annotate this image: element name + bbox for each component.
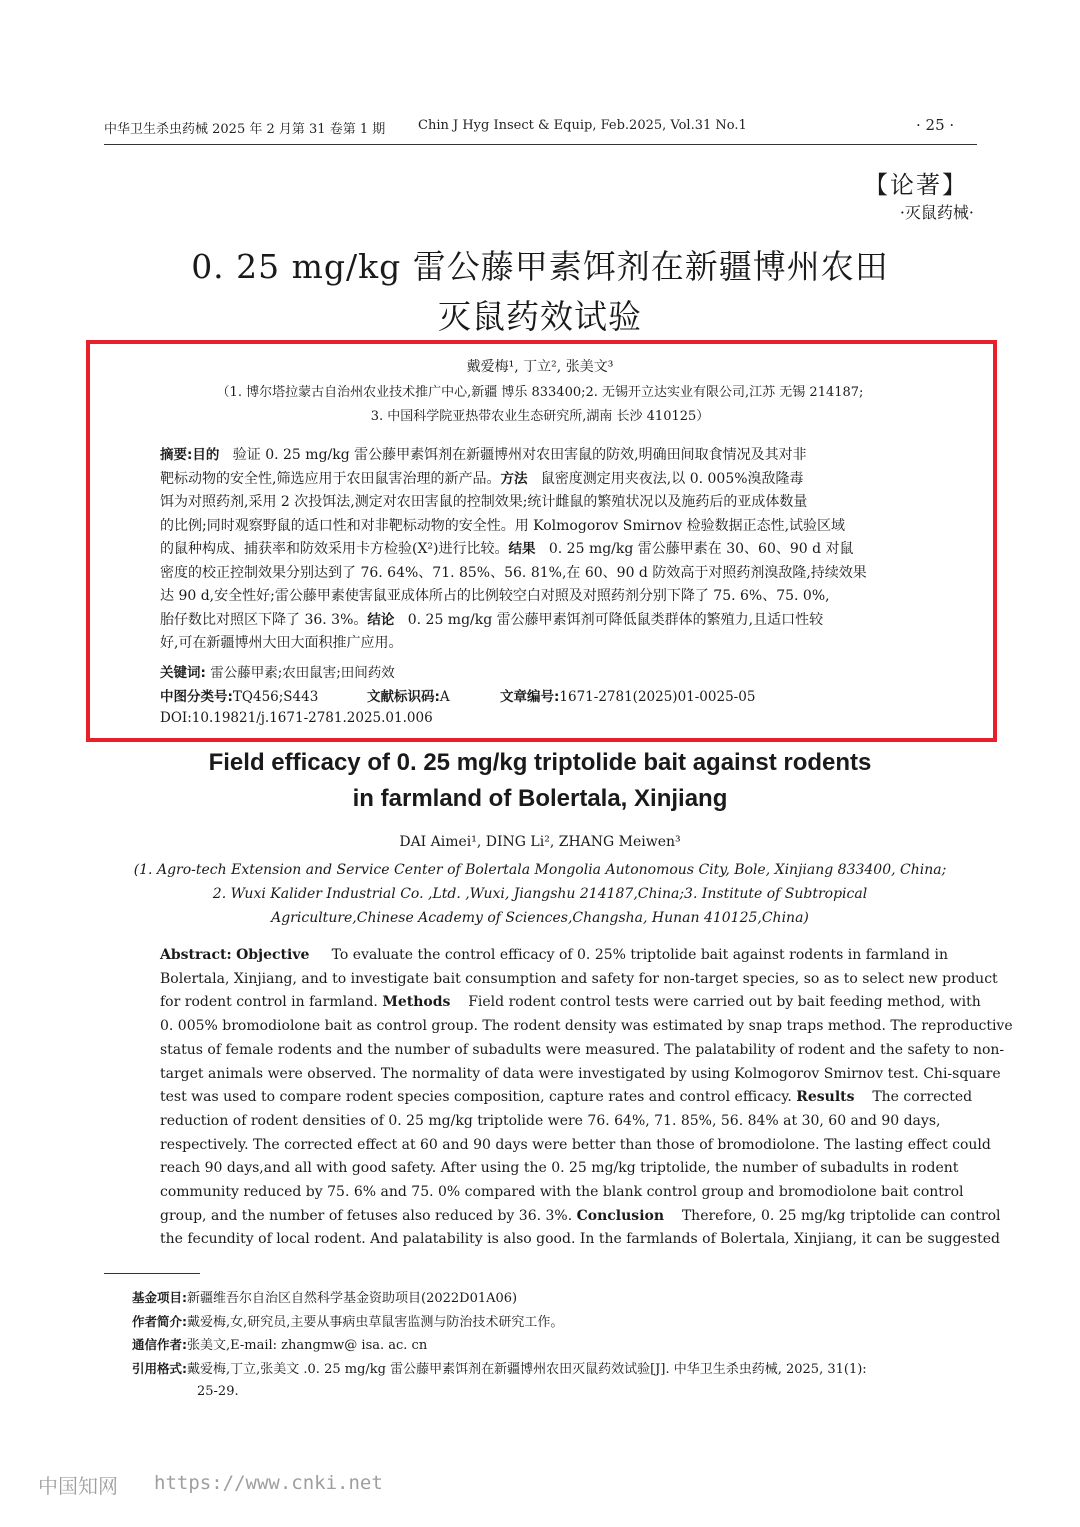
keywords-cn <box>160 661 395 681</box>
footnotes <box>132 1287 982 1404</box>
keywords-cn-value: 雷公藤甲素;农田鼠害;田间药效 <box>210 665 395 681</box>
conclusion-en-label: Conclusion <box>576 1207 665 1224</box>
title-cn-line-1: 0. 25 mg/kg 雷公藤甲素饵剂在新疆博州农田 <box>191 247 889 286</box>
abstract-en-text: Field rodent control tests were carried out by bait feeding method, with <box>468 994 981 1011</box>
article-number-value: 1671-2781(2025)01-0025-05 <box>559 689 756 705</box>
abstract-en-text: reduction of rodent densities of 0. 25 mg/kg triptolide were 76. 64%, 71. 85%, 56. 84% at 30, 60 and 90 days, <box>160 1112 941 1129</box>
article-number-label: 文章编号: <box>500 689 560 705</box>
abstract-cn-text: 0. 25 mg/kg 雷公藤甲素饵剂可降低鼠类群体的繁殖力,且适口性较 <box>407 611 824 628</box>
classification-line <box>160 685 318 705</box>
fund-value: 新疆维吾尔自治区自然科学基金资助项目(2022D01A06) <box>187 1291 518 1306</box>
abstract-en <box>160 944 1013 1252</box>
abstract-en-text: respectively. The corrected effect at 60 and 90 days were better than those of bromodiolone. The lasting effect could <box>160 1136 991 1153</box>
abstract-cn-label: 摘要: <box>160 447 193 463</box>
doc-code-value: A <box>439 689 450 705</box>
abstract-en-text: community reduced by 75. 6% and 75. 0% compared with the blank control group and bromodiolone bait control <box>160 1184 964 1201</box>
title-en-line-1: Field efficacy of 0. 25 mg/kg triptolide bait against rodents <box>208 749 872 776</box>
section-label: 【论著】 <box>864 171 968 199</box>
doi[interactable]: DOI:10.19821/j.1671-2781.2025.01.006 <box>160 710 433 726</box>
document-code <box>367 685 450 705</box>
citation-value-cont: 25-29. <box>197 1384 239 1399</box>
abstract-en-text: status of female rodents and the number of subadults were measured. The palatability of rodent and the safety to non- <box>160 1041 1005 1058</box>
abstract-cn-text: 饵为对照药剂,采用 2 次投饵法,测定对农田害鼠的控制效果;统计雌鼠的繁殖状况以及施药后的亚成体数量 <box>160 494 808 510</box>
abstract-cn <box>160 444 922 656</box>
title-en-line-2: in farmland of Bolertala, Xinjiang <box>352 785 728 812</box>
abstract-en-text: The corrected <box>872 1089 973 1106</box>
running-header-journal-en: Chin J Hyg Insect & Equip, Feb.2025, Vol.31 No.1 <box>418 118 747 133</box>
abstract-en-text: target animals were observed. The normality of data were investigated by using Kolmogorov Smirnov test. Chi-square <box>160 1065 1001 1082</box>
affiliation-en-line-3: Agriculture,Chinese Academy of Sciences,Changsha, Hunan 410125,China) <box>271 910 809 926</box>
abstract-cn-text: 密度的校正控制效果分别达到了 76. 64%、71. 85%、56. 81%,在 60、90 d 防效高于对照药剂溴敌隆,持续效果 <box>160 564 867 581</box>
abstract-cn-text: 靶标动物的安全性,筛选应用于农田鼠害治理的新产品。 <box>160 470 501 487</box>
affiliation-en-line-1: (1. Agro-tech Extension and Service Center of Bolertala Mongolia Autonomous City, Bole, Xinjiang 833400, China; <box>133 862 947 878</box>
citation-label: 引用格式: <box>132 1360 187 1376</box>
footnote-rule <box>104 1273 200 1274</box>
abstract-en-text: Therefore, 0. 25 mg/kg triptolide can control <box>681 1207 1001 1224</box>
abstract-cn-text: 好,可在新疆博州大田大面积推广应用。 <box>160 635 403 651</box>
title-en <box>0 745 1080 817</box>
corresponding-author-label: 通信作者: <box>132 1337 187 1352</box>
page-number: · 25 · <box>916 116 955 134</box>
abstract-cn-text: 胎仔数比对照区下降了 36. 3%。 <box>160 611 368 628</box>
abstract-cn-text: 的鼠种构成、捕获率和防效采用卡方检验(X²)进行比较。 <box>160 541 509 557</box>
abstract-cn-text: 鼠密度测定用夹夜法,以 0. 005%溴敌隆毒 <box>540 470 804 487</box>
title-cn <box>0 242 1080 342</box>
cnki-watermark-cn: 中国知网 <box>38 1474 118 1498</box>
authors-en: DAI Aimei¹, DING Li², ZHANG Meiwen³ <box>399 834 681 850</box>
abstract-en-label: Abstract: <box>160 947 232 963</box>
results-en-label: Results <box>796 1089 855 1106</box>
header-rule <box>104 144 977 145</box>
cnki-watermark-url[interactable]: https://www.cnki.net <box>154 1472 383 1494</box>
abstract-en-text: To evaluate the control efficacy of 0. 25% triptolide bait against rodents in farmland in <box>331 947 948 963</box>
abstract-cn-text: 达 90 d,安全性好;雷公藤甲素使害鼠亚成体所占的比例较空白对照及对照药剂分别下降了 75. 6%、75. 0%, <box>160 588 830 604</box>
methods-en-label: Methods <box>382 994 451 1011</box>
affiliation-cn-line-1: （1. 博尔塔拉蒙古自治州农业技术推广中心,新疆 博乐 833400;2. 无锡开立达实业有限公司,江苏 无锡 214187; <box>216 385 864 400</box>
objective-en-label: Objective <box>236 947 310 963</box>
author-bio-value: 戴爱梅,女,研究员,主要从事病虫草鼠害监测与防治技术研究工作。 <box>187 1314 564 1330</box>
clc-value: TQ456;S443 <box>232 689 319 705</box>
section-sublabel: ·灭鼠药械· <box>899 203 974 222</box>
abstract-cn-text: 验证 0. 25 mg/kg 雷公藤甲素饵剂在新疆博州对农田害鼠的防效,明确田间取食情况及其对非 <box>232 447 807 463</box>
keywords-cn-label: 关键词: <box>160 665 206 681</box>
doc-code-label: 文献标识码: <box>367 689 440 705</box>
authors-cn: 戴爱梅¹, 丁立², 张美文³ <box>466 359 614 375</box>
abstract-en-text: group, and the number of fetuses also reduced by 36. 3%. <box>160 1207 573 1224</box>
affiliation-cn-line-2: 3. 中国科学院亚热带农业生态研究所,湖南 长沙 410125） <box>370 409 710 424</box>
conclusion-cn-label: 结论 <box>367 611 395 628</box>
affiliations-en <box>0 858 1080 930</box>
abstract-en-text: test was used to compare rodent species composition, capture rates and control efficacy. <box>160 1089 792 1106</box>
objective-cn-label: 目的 <box>192 447 220 463</box>
corresponding-author-value: 张美文,E-mail: zhangmw@ isa. ac. cn <box>187 1338 428 1353</box>
running-header-journal-cn: 中华卫生杀虫药械 2025 年 2 月第 31 卷第 1 期 <box>104 122 386 137</box>
clc-label: 中图分类号: <box>160 689 233 705</box>
abstract-cn-text: 的比例;同时观察野鼠的适口性和对非靶标动物的安全性。用 Kolmogorov Smirnov 检验数据正态性,试验区域 <box>160 517 846 534</box>
results-cn-label: 结果 <box>508 541 536 557</box>
abstract-en-text: the fecundity of local rodent. And palatability is also good. In the farmlands of Bolertala, Xinjiang, it can be suggested <box>160 1231 1000 1248</box>
fund-label: 基金项目: <box>132 1290 187 1305</box>
methods-cn-label: 方法 <box>500 470 528 487</box>
affiliations-cn <box>0 381 1080 429</box>
abstract-en-text: Bolertala, Xinjiang, and to investigate bait consumption and safety for non-target species, so as to select new product <box>160 970 998 987</box>
abstract-cn-text: 0. 25 mg/kg 雷公藤甲素在 30、60、90 d 对鼠 <box>548 541 854 557</box>
title-cn-line-2: 灭鼠药效试验 <box>438 297 642 336</box>
affiliation-en-line-2: 2. Wuxi Kalider Industrial Co. ,Ltd. ,Wuxi, Jiangshu 214187,China;3. Institute of Subtropical <box>212 886 868 902</box>
abstract-en-text: reach 90 days,and all with good safety. After using the 0. 25 mg/kg triptolide, the number of subadults in rodent <box>160 1160 959 1177</box>
author-bio-label: 作者简介: <box>132 1313 187 1329</box>
citation-value: 戴爱梅,丁立,张美文 .0. 25 mg/kg 雷公藤甲素饵剂在新疆博州农田灭鼠药效试验[J]. 中华卫生杀虫药械, 2025, 31(1): <box>187 1361 867 1377</box>
abstract-en-text: for rodent control in farmland. <box>160 994 378 1011</box>
article-number <box>500 685 755 705</box>
abstract-en-text: 0. 005% bromodiolone bait as control group. The rodent density was estimated by snap traps method. The reproductive <box>160 1018 1013 1035</box>
